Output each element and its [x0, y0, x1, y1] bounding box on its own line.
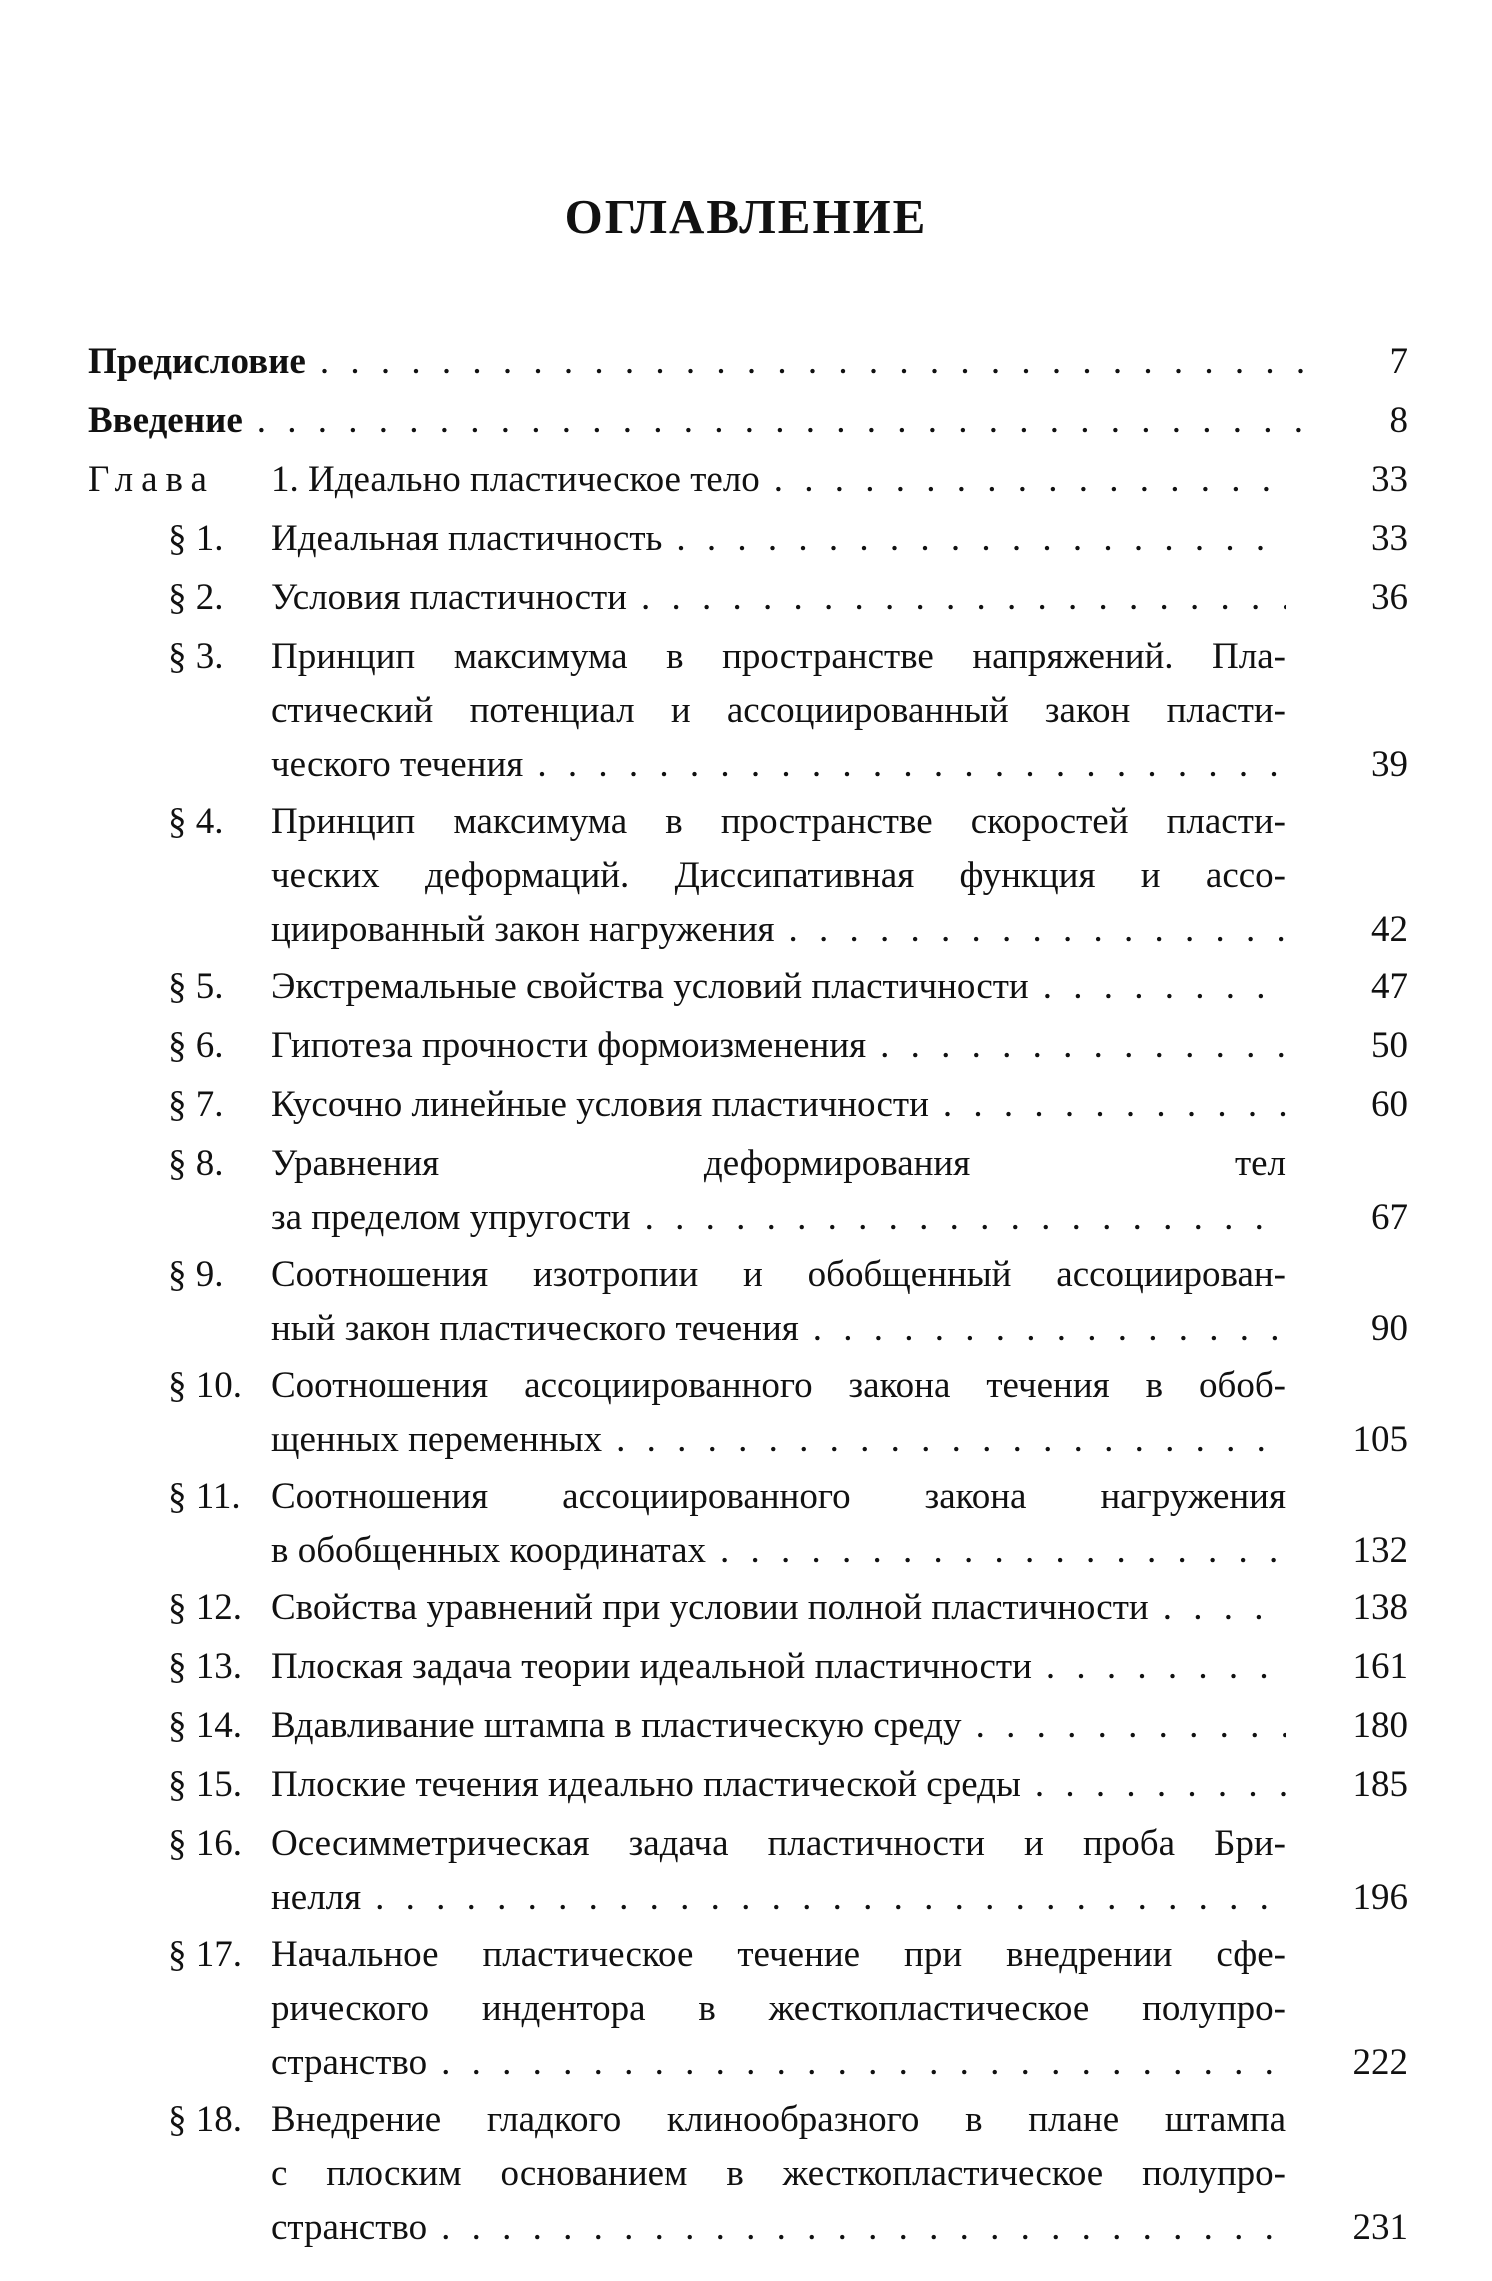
- entry-title-line: Осесимметрическая задача пластичности и проба Бри-: [271, 1823, 1286, 1864]
- entry-title-line: Принцип максимума в пространстве напряжений. Пла-: [271, 636, 1286, 677]
- page-number: 231: [1352, 2207, 1408, 2248]
- entry-title-line: Соотношения изотропии и обобщенный ассоциирован-: [271, 1254, 1286, 1295]
- entry-title-line: Вдавливание штампа в пластическую среду . . .: [271, 1699, 1286, 1753]
- dot-leader: [774, 453, 1286, 507]
- dot-leader: [537, 738, 1286, 792]
- dot-leader: [676, 512, 1286, 566]
- section-number: § 12.: [168, 1587, 242, 1628]
- section-number: § 16.: [168, 1823, 242, 1864]
- dot-leader: [789, 903, 1286, 957]
- entry-title: [271, 1640, 1286, 1694]
- entry-title-line: Начальное пластическое течение при внедрении сфе-: [271, 1934, 1286, 1975]
- section-number: § 2.: [168, 577, 224, 618]
- entry-title-line: стический потенциал и ассоциированный закон пласти-: [271, 690, 1286, 731]
- entry-title-line: Введение . . .: [88, 394, 1303, 448]
- page-number: 222: [1352, 2042, 1408, 2083]
- entry-title: [271, 795, 1286, 957]
- entry-title-line: Гипотеза прочности формоизменения . . .: [271, 1019, 1286, 1073]
- entry-title-line: Принцип максимума в пространстве скоростей пласти-: [271, 801, 1286, 842]
- page-number: 138: [1352, 1587, 1408, 1628]
- dot-leader: [1043, 960, 1286, 1014]
- page-number: 185: [1352, 1764, 1408, 1805]
- entry-title-line: Плоские течения идеально пластической среды . . .: [271, 1758, 1286, 1812]
- page-number: 161: [1352, 1646, 1408, 1687]
- section-number: § 9.: [168, 1254, 224, 1295]
- entry-title: [271, 1699, 1286, 1753]
- section-number: § 1.: [168, 518, 224, 559]
- page-number: 33: [1371, 518, 1408, 559]
- dot-leader: [1046, 1640, 1286, 1694]
- entry-title-line: 1. Идеально пластическое тело . . .: [271, 453, 1286, 507]
- section-number: § 3.: [168, 636, 224, 677]
- entry-title-line: за пределом упругости . . .: [271, 1191, 1286, 1245]
- entry-title-line: с плоским основанием в жесткопластическое полупро-: [271, 2153, 1286, 2194]
- entry-title: [271, 2093, 1286, 2255]
- page-number: 8: [1389, 400, 1408, 441]
- dot-leader: [641, 571, 1286, 625]
- entry-title: [271, 1019, 1286, 1073]
- section-number: § 17.: [168, 1934, 242, 1975]
- section-number: § 14.: [168, 1705, 242, 1746]
- entry-title: [271, 1078, 1286, 1132]
- entry-title-line: щенных переменных . . .: [271, 1413, 1286, 1467]
- entry-title-line: Экстремальные свойства условий пластичности . . .: [271, 960, 1286, 1014]
- entry-title-line: Предисловие . . .: [88, 335, 1303, 389]
- entry-title-line: ный закон пластического течения . . .: [271, 1302, 1286, 1356]
- entry-title: [271, 1359, 1286, 1467]
- page-number: 36: [1371, 577, 1408, 618]
- entry-title: [271, 1137, 1286, 1245]
- entry-title: [271, 1817, 1286, 1925]
- page-title: ОГЛАВЛЕНИЕ: [564, 189, 928, 244]
- dot-leader: [645, 1191, 1286, 1245]
- section-number: § 13.: [168, 1646, 242, 1687]
- page-number: 7: [1389, 341, 1408, 382]
- section-number: § 8.: [168, 1143, 224, 1184]
- section-number: § 10.: [168, 1365, 242, 1406]
- entry-title-line: Соотношения ассоциированного закона течения в обоб-: [271, 1365, 1286, 1406]
- section-number: § 15.: [168, 1764, 242, 1805]
- entry-title-line: Кусочно линейные условия пластичности . . .: [271, 1078, 1286, 1132]
- page-number: 50: [1371, 1025, 1408, 1066]
- page-number: 196: [1352, 1877, 1408, 1918]
- entry-title: [271, 1581, 1286, 1635]
- section-number: § 4.: [168, 801, 224, 842]
- entry-title: [271, 630, 1286, 792]
- page-number: 42: [1371, 909, 1408, 950]
- entry-title: [271, 1758, 1286, 1812]
- entry-title-line: Плоская задача теории идеальной пластичности . . .: [271, 1640, 1286, 1694]
- entry-title: [271, 571, 1286, 625]
- entry-title: [271, 512, 1286, 566]
- page-number: 33: [1371, 459, 1408, 500]
- chapter-label: Глава: [88, 459, 215, 500]
- dot-leader: [375, 1871, 1286, 1925]
- entry-title-line: в обобщенных координатах . . .: [271, 1524, 1286, 1578]
- entry-title-line: рического индентора в жесткопластическое полупро-: [271, 1988, 1286, 2029]
- entry-title: [271, 1248, 1286, 1356]
- entry-title: [271, 1470, 1286, 1578]
- entry-title-line: Свойства уравнений при условии полной пластичности . . .: [271, 1581, 1286, 1635]
- entry-title-line: странство . . .: [271, 2201, 1286, 2255]
- dot-leader: [720, 1524, 1286, 1578]
- dot-leader: [320, 335, 1303, 389]
- dot-leader: [1163, 1581, 1286, 1635]
- dot-leader: [616, 1413, 1286, 1467]
- dot-leader: [441, 2036, 1286, 2090]
- dot-leader: [813, 1302, 1286, 1356]
- entry-title-line: Уравнения деформирования тел: [271, 1143, 1286, 1184]
- entry-title-line: циированный закон нагружения . . .: [271, 903, 1286, 957]
- page-number: 132: [1352, 1530, 1408, 1571]
- page-number: 67: [1371, 1197, 1408, 1238]
- entry-title: [88, 335, 1303, 389]
- entry-title-line: Соотношения ассоциированного закона нагружения: [271, 1476, 1286, 1517]
- entry-title: [271, 1928, 1286, 2090]
- entry-title-line: Внедрение гладкого клинообразного в плане штампа: [271, 2099, 1286, 2140]
- entry-title: [88, 394, 1303, 448]
- dot-leader: [880, 1019, 1286, 1073]
- page-number: 47: [1371, 966, 1408, 1007]
- entry-title-line: странство . . .: [271, 2036, 1286, 2090]
- section-number: § 5.: [168, 966, 224, 1007]
- entry-title-line: ческого течения . . .: [271, 738, 1286, 792]
- section-number: § 6.: [168, 1025, 224, 1066]
- page-number: 39: [1371, 744, 1408, 785]
- page-number: 60: [1371, 1084, 1408, 1125]
- entry-title: [271, 453, 1286, 507]
- entry-title-line: Идеальная пластичность . . .: [271, 512, 1286, 566]
- entry-title-line: Условия пластичности . . .: [271, 571, 1286, 625]
- entry-title: [271, 960, 1286, 1014]
- entry-title-line: нелля . . .: [271, 1871, 1286, 1925]
- page-number: 90: [1371, 1308, 1408, 1349]
- dot-leader: [943, 1078, 1286, 1132]
- dot-leader: [257, 394, 1303, 448]
- dot-leader: [441, 2201, 1286, 2255]
- page-number: 105: [1352, 1419, 1408, 1460]
- entry-title-line: ческих деформаций. Диссипативная функция и ассо-: [271, 855, 1286, 896]
- dot-leader: [976, 1699, 1286, 1753]
- section-number: § 11.: [168, 1476, 241, 1517]
- page-number: 180: [1352, 1705, 1408, 1746]
- dot-leader: [1035, 1758, 1286, 1812]
- section-number: § 18.: [168, 2099, 242, 2140]
- section-number: § 7.: [168, 1084, 224, 1125]
